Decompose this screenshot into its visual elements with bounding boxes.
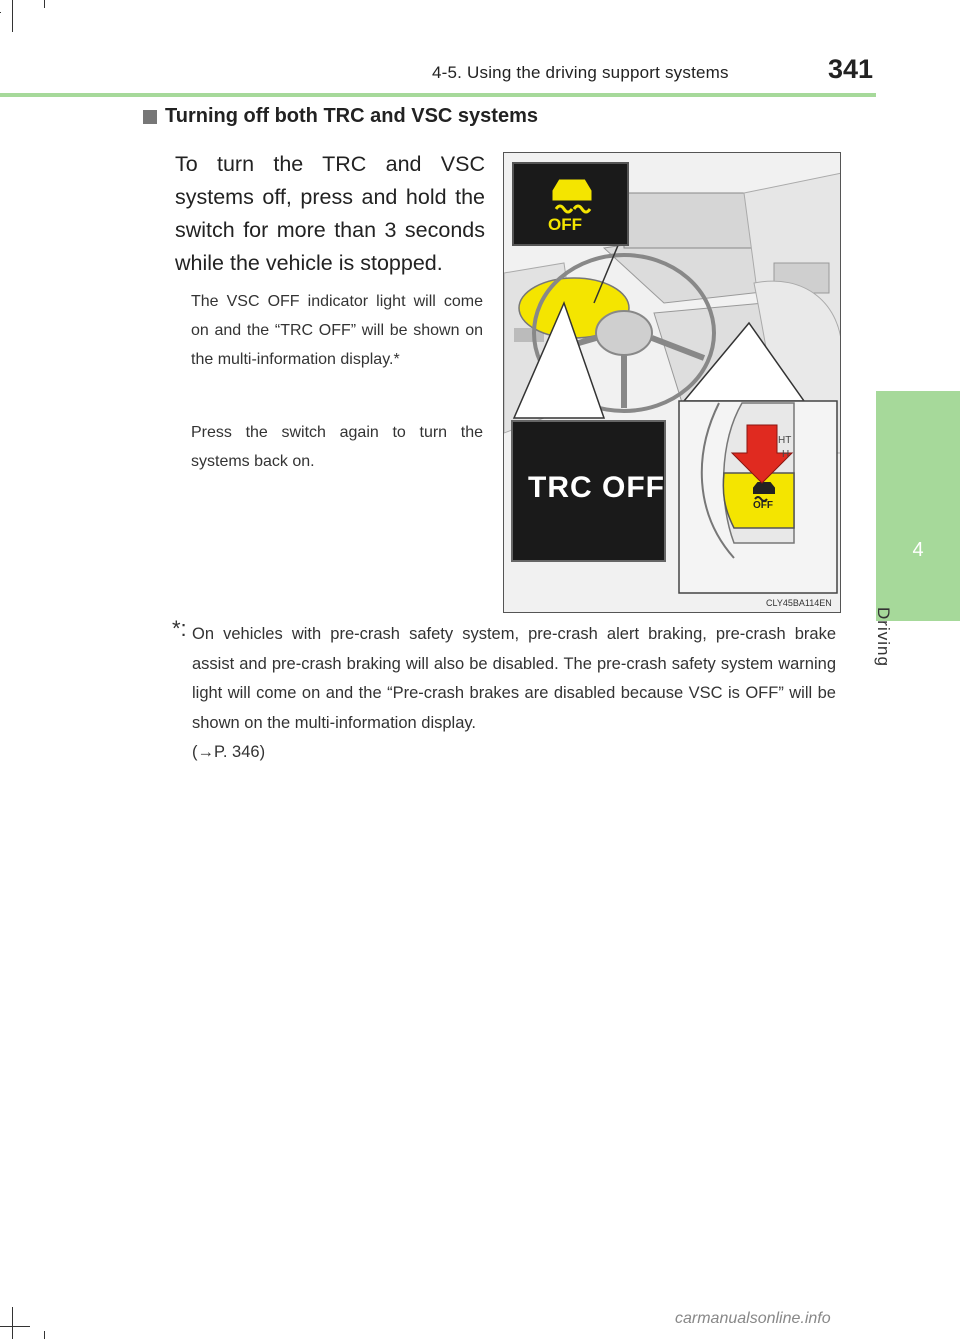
trc-off-display-text: TRC OFF [528,471,665,504]
figure-code: CLY45BA114EN [766,598,832,608]
section-title: Turning off both TRC and VSC systems [165,105,538,127]
crop-mark-bottom-left-h [0,1326,30,1327]
switch-partial-text-2: H [782,449,790,460]
running-header: 4-5. Using the driving support systems [432,63,729,82]
note-switch-again: Press the switch again to turn the systems back on. [191,424,483,470]
footnote-text: On vehicles with pre-crash safety system, pre-crash alert braking, pre-crash brake assist and pre-crash braking will also be disabled. The pre-crash safety system warning light will come on and the “Pre-crash brakes are disabled because VSC is OFF” will be shown on the multi-information display. [192,625,836,732]
page-reference-link[interactable]: (→P. 346) [192,743,266,761]
page-number: 341 [828,54,874,84]
section-heading [143,105,538,128]
chapter-tab [876,391,960,621]
switch-partial-text-1: HT [778,435,792,446]
footnote [172,616,836,768]
crop-mark-top-left-v [12,0,13,32]
watermark: carmanualsonline.info [675,1310,831,1327]
crop-mark-bottom-mid-v [44,1331,45,1339]
crop-mark-top-mid-v [44,0,45,8]
instruction-text: To turn the TRC and VSC systems off, press and hold the switch for more than 3 seconds while the vehicle is stopped. [175,152,485,275]
crop-mark-bottom-left-v [12,1307,13,1339]
chapter-label: Driving [874,607,893,667]
square-bullet-icon [143,110,157,124]
footnote-marker: *: [172,616,187,641]
crop-mark-top-left-h [0,12,1,13]
chapter-number: 4 [912,539,924,561]
header-rule [0,93,876,97]
dashboard-illustration [503,152,841,613]
switch-off-label: OFF [753,500,773,511]
note-indicator: The VSC OFF indicator light will come on and the “TRC OFF” will be shown on the multi-information display.* [191,293,483,368]
indicator-off-label: OFF [548,215,582,234]
